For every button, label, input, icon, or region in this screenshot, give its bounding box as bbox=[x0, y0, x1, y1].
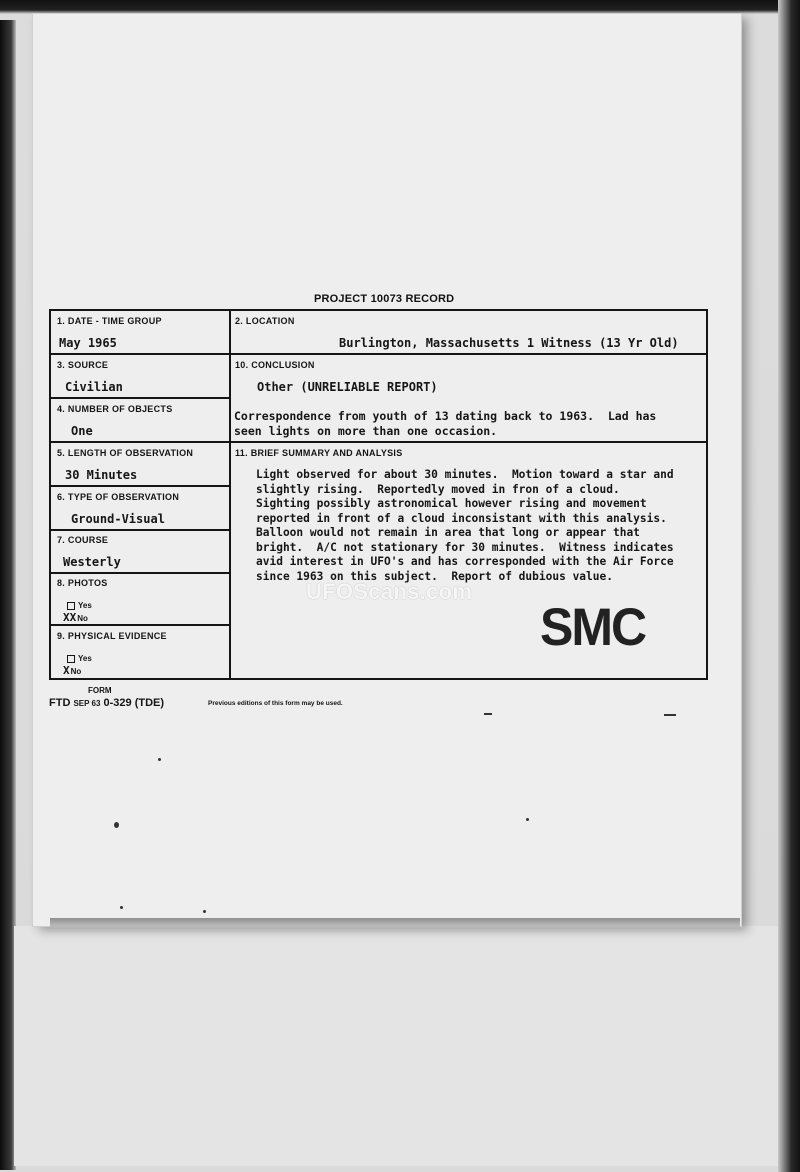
photos-yes-label: Yes bbox=[78, 601, 92, 610]
checked-x-mark: X bbox=[63, 664, 70, 677]
number-of-objects-value: One bbox=[71, 424, 93, 438]
divider bbox=[51, 441, 229, 443]
scan-speck bbox=[114, 822, 119, 828]
conclusion-note: Correspondence from youth of 13 dating back to 1963. Lad has seen lights on more than one occasion. bbox=[234, 409, 657, 438]
form-id: FTD bbox=[49, 697, 71, 709]
scan-speck bbox=[484, 713, 492, 715]
footer-form-word: FORM bbox=[88, 686, 112, 695]
divider bbox=[229, 353, 708, 355]
location-value: Burlington, Massachusetts 1 Witness (13 Yr Old) bbox=[339, 336, 679, 350]
scan-speck bbox=[158, 758, 161, 761]
column-divider bbox=[229, 311, 231, 678]
length-of-observation-label: 5. LENGTH OF OBSERVATION bbox=[57, 448, 194, 458]
source-value: Civilian bbox=[65, 380, 123, 394]
checked-x-mark: XX bbox=[63, 611, 77, 624]
page-shadow bbox=[50, 918, 740, 928]
summary-label: 11. BRIEF SUMMARY AND ANALYSIS bbox=[235, 448, 403, 458]
divider bbox=[51, 485, 229, 487]
type-of-observation-label: 6. TYPE OF OBSERVATION bbox=[57, 492, 180, 502]
scan-speck bbox=[664, 714, 676, 716]
form-date: SEP 63 bbox=[73, 699, 101, 708]
divider bbox=[51, 572, 229, 574]
watermark: UFOScans.com bbox=[306, 579, 473, 604]
form-number: 0-329 (TDE) bbox=[103, 697, 165, 709]
date-time-group-label: 1. DATE - TIME GROUP bbox=[57, 316, 162, 326]
type-of-observation-value: Ground-Visual bbox=[71, 512, 165, 526]
form-title: PROJECT 10073 RECORD bbox=[314, 293, 455, 305]
summary-text: Light observed for about 30 minutes. Motion toward a star and slightly rising. Reportedly moved in fron of a cloud. Sighting possibly astronomical however rising and movement reported in front of a cloud inconsistant with this analysis. Balloon would not remain in area that long or appear that bright. A/C not stationary for 30 minutes. Witness indicates avid interest in UFO's and has corresponded with the Air Force since 1963 on this subject. Report of dubious value. bbox=[256, 468, 674, 583]
checkbox-icon bbox=[67, 602, 75, 610]
conclusion-value: Other (UNRELIABLE REPORT) bbox=[257, 380, 438, 394]
photos-label: 8. PHOTOS bbox=[57, 578, 108, 588]
physical-evidence-label: 9. PHYSICAL EVIDENCE bbox=[57, 631, 167, 641]
photos-yes-option[interactable] bbox=[67, 601, 92, 610]
checkbox-icon bbox=[67, 655, 75, 663]
scan-speck bbox=[203, 910, 206, 913]
footer-note: Previous editions of this form may be used. bbox=[208, 700, 343, 707]
divider bbox=[51, 397, 229, 399]
divider bbox=[51, 624, 229, 626]
scan-speck bbox=[120, 906, 123, 909]
location-label: 2. LOCATION bbox=[235, 316, 295, 326]
divider bbox=[51, 353, 229, 355]
scan-speck bbox=[526, 818, 529, 821]
evidence-no-option[interactable] bbox=[63, 664, 81, 677]
scan-right-edge bbox=[778, 0, 800, 1172]
lower-page bbox=[14, 926, 778, 1166]
divider bbox=[51, 529, 229, 531]
course-label: 7. COURSE bbox=[57, 535, 109, 545]
length-of-observation-value: 30 Minutes bbox=[65, 468, 138, 482]
course-value: Westerly bbox=[63, 555, 121, 569]
divider bbox=[229, 441, 708, 443]
footer-form-id bbox=[49, 697, 164, 709]
evidence-yes-option[interactable] bbox=[67, 654, 92, 663]
conclusion-label: 10. CONCLUSION bbox=[235, 360, 315, 370]
photos-no-option[interactable] bbox=[63, 611, 88, 624]
photos-no-label: No bbox=[77, 614, 88, 623]
smc-stamp: SMC bbox=[540, 597, 646, 657]
evidence-yes-label: Yes bbox=[78, 654, 92, 663]
date-time-group-value: May 1965 bbox=[59, 336, 117, 350]
evidence-no-label: No bbox=[70, 667, 82, 676]
number-of-objects-label: 4. NUMBER OF OBJECTS bbox=[57, 404, 173, 414]
source-label: 3. SOURCE bbox=[57, 360, 109, 370]
